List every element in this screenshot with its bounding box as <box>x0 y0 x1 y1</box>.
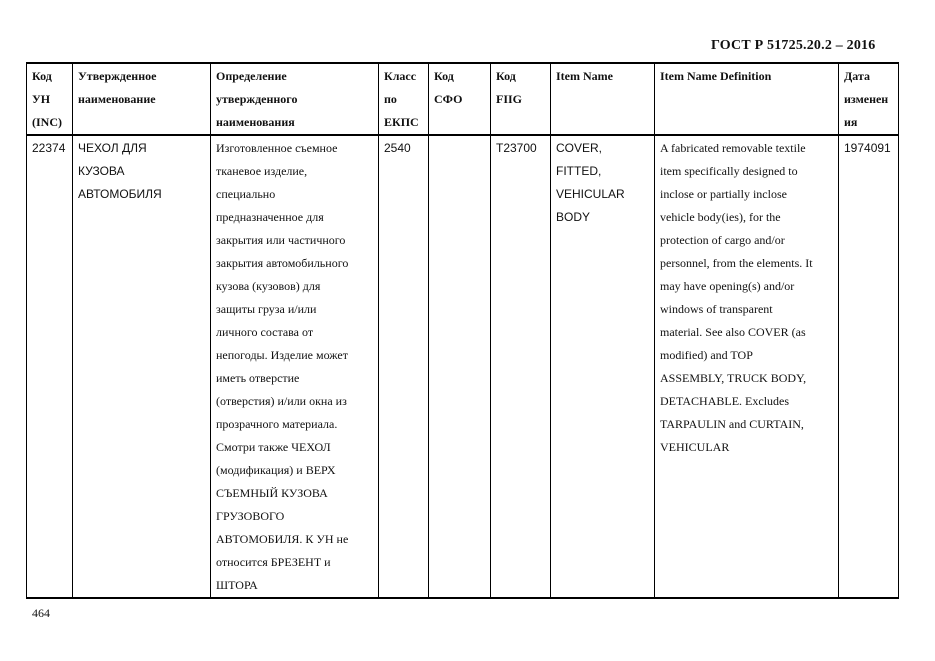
cell-code-un: 22374 <box>27 135 73 598</box>
table-row <box>27 135 899 598</box>
column-header-approved-name: Утвержденное наименование <box>73 63 211 135</box>
column-header-definition: Определение утвержденного наименования <box>211 63 379 135</box>
cell-definition-ru: Изготовленное съемное тканевое изделие, специально предназначенное для закрытия или частичного закрытия автомобильного кузова (кузовов) для защиты груза и/или личного состава от непогоды. Изделие может иметь отверстие (отверстия) и/или окна из прозрачного материала. Смотри также ЧЕХОЛ (модификация) и ВЕРХ СЪЕМНЫЙ КУЗОВА ГРУЗОВОГО АВТОМОБИЛЯ. К УН не относится БРЕЗЕНТ и ШТОРА <box>211 135 379 598</box>
cell-approved-name: ЧЕХОЛ ДЛЯ КУЗОВА АВТОМОБИЛЯ <box>73 135 211 598</box>
column-header-fiig-code: Код FIIG <box>491 63 551 135</box>
document-header-title: ГОСТ Р 51725.20.2 – 2016 <box>711 38 876 53</box>
classification-table <box>26 62 899 599</box>
cell-fiig-code: T23700 <box>491 135 551 598</box>
column-header-sfo-code: Код СФО <box>429 63 491 135</box>
column-header-item-name-definition: Item Name Definition <box>655 63 839 135</box>
column-header-item-name: Item Name <box>551 63 655 135</box>
cell-ekps-class: 2540 <box>379 135 429 598</box>
column-header-change-date: Дата изменен ия <box>839 63 899 135</box>
cell-sfo-code <box>429 135 491 598</box>
page-number: 464 <box>32 606 50 620</box>
cell-item-name-definition: A fabricated removable textile item specifically designed to inclose or partially inclose vehicle body(ies), for the protection of cargo and/or personnel, from the elements. It may have opening(s) and/or windows of transparent material. See also COVER (as modified) and TOP ASSEMBLY, TRUCK BODY, DETACHABLE. Excludes TARPAULIN and CURTAIN, VEHICULAR <box>655 135 839 598</box>
table-header-row <box>27 63 899 135</box>
cell-item-name: COVER, FITTED, VEHICULAR BODY <box>551 135 655 598</box>
column-header-code-un: Код УН (INC) <box>27 63 73 135</box>
column-header-ekps-class: Класс по ЕКПС <box>379 63 429 135</box>
cell-change-date: 1974091 <box>839 135 899 598</box>
